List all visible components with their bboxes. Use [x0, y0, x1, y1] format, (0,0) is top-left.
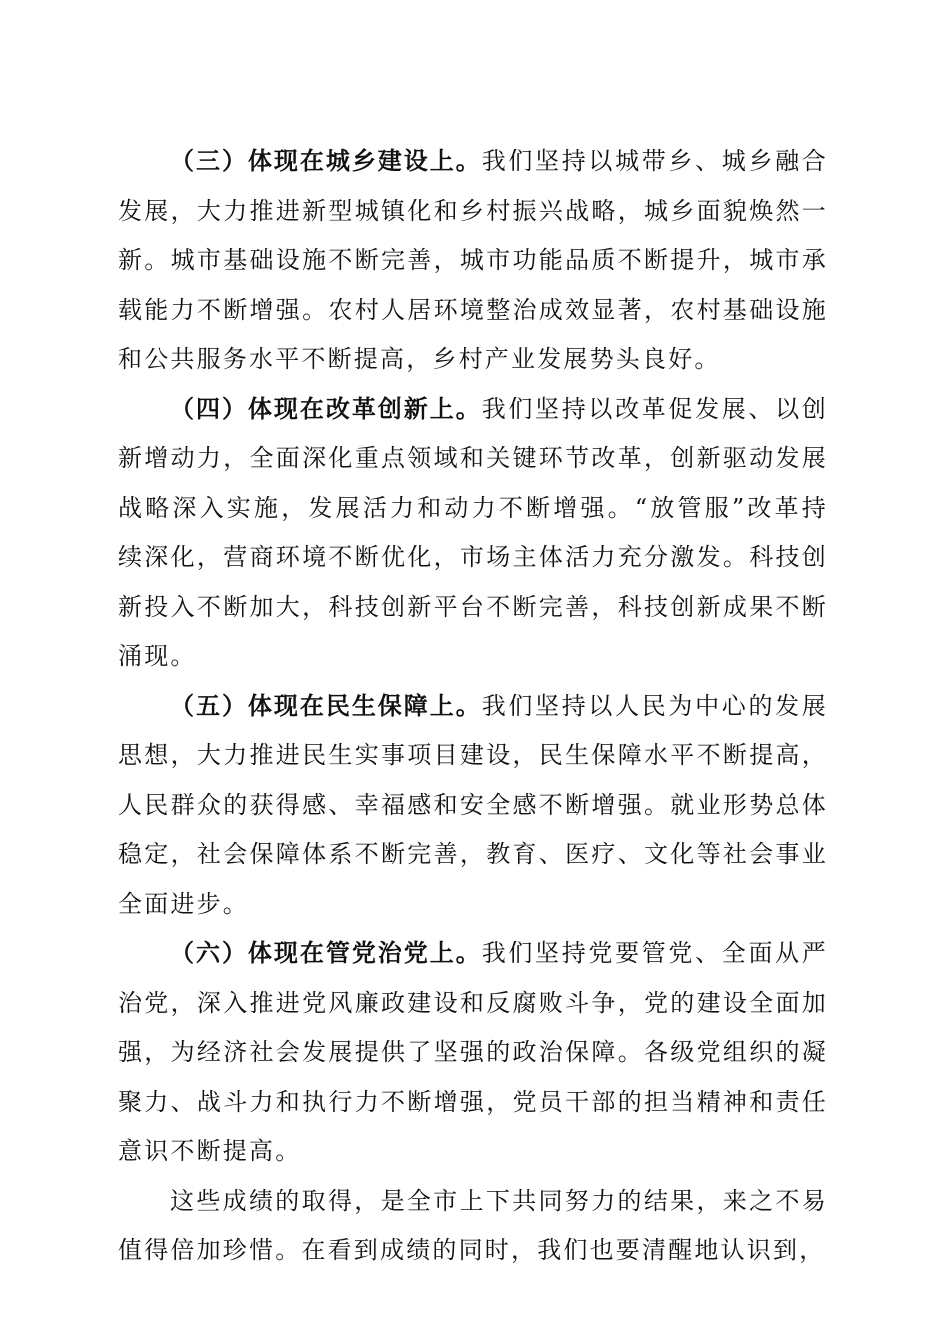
paragraph-livelihood	[118, 682, 828, 930]
paragraph-text: 我们坚持党要管党、全面从严治党，深入推进党风廉政建设和反腐败斗争，党的建设全面加强，为经济社会发展提供了坚强的政治保障。各级党组织的凝聚力、战斗力和执行力不断增强，党员干部的担当精神和责任意识不断提高。	[118, 939, 828, 1165]
paragraph-heading: （六）体现在管党治党上。	[170, 939, 482, 967]
paragraph-text: 我们坚持以城带乡、城乡融合发展，大力推进新型城镇化和乡村振兴战略，城乡面貌焕然一新。城市基础设施不断完善，城市功能品质不断提升，城市承载能力不断增强。农村人居环境整治成效显著，农村基础设施和公共服务水平不断提高，乡村产业发展势头良好。	[118, 147, 828, 373]
document-body	[118, 137, 828, 1276]
paragraph-heading: （四）体现在改革创新上。	[170, 394, 482, 423]
paragraph-text: 我们坚持以改革促发展、以创新增动力，全面深化重点领域和关键环节改革，创新驱动发展战略深入实施，发展活力和动力不断增强。“放管服”改革持续深化，营商环境不断优化，市场主体活力充分激发。科技创新投入不断加大，科技创新平台不断完善，科技创新成果不断涌现。	[118, 394, 828, 670]
paragraph-summary	[118, 1177, 828, 1276]
paragraph-text: 这些成绩的取得，是全市上下共同努力的结果，来之不易值得倍加珍惜。在看到成绩的同时，我们也要清醒地认识到，	[118, 1186, 828, 1264]
paragraph-reform-innovation	[118, 385, 828, 682]
paragraph-heading: （三）体现在城乡建设上。	[170, 147, 482, 175]
paragraph-urban-rural	[118, 137, 828, 385]
paragraph-text: 我们坚持以人民为中心的发展思想，大力推进民生实事项目建设，民生保障水平不断提高，人民群众的获得感、幸福感和安全感不断增强。就业形势总体稳定，社会保障体系不断完善，教育、医疗、文化等社会事业全面进步。	[118, 691, 828, 918]
paragraph-party-governance	[118, 929, 828, 1177]
paragraph-heading: （五）体现在民生保障上。	[170, 691, 482, 720]
